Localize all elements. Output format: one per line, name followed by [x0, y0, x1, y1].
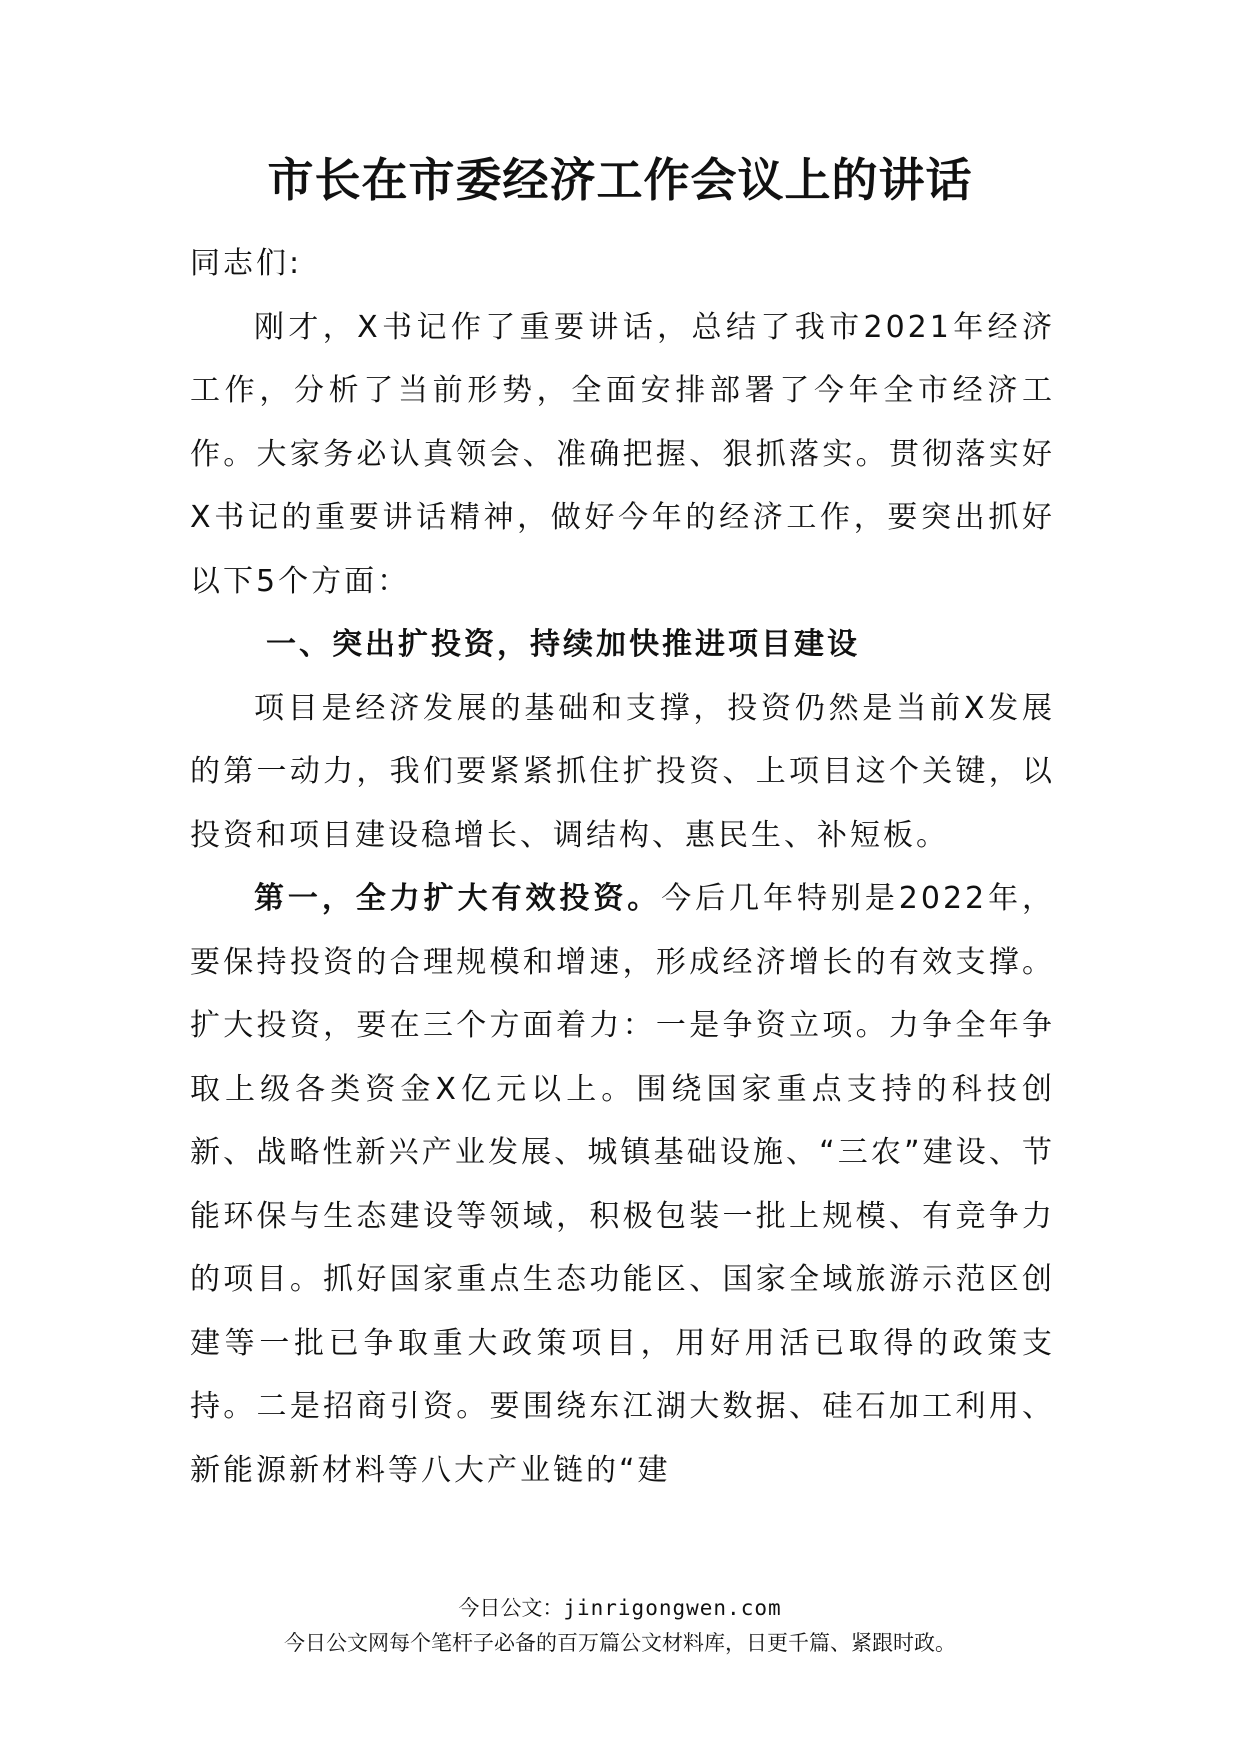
footer-slogan: 今日公文网每个笔杆子必备的百万篇公文材料库，日更千篇、紧跟时政。 [284, 1631, 956, 1655]
footer-site [0, 1593, 1240, 1623]
section-heading-1: 一、突出扩投资，持续加快推进项目建设 [266, 627, 860, 662]
paragraph-1: 刚才，X书记作了重要讲话，总结了我市2021年经济工作，分析了当前形势，全面安排部署了今年全市经济工作。大家务必认真领会、准确把握、狠抓落实。贯彻落实好X书记的重要讲话精神，做好今年的经济工作，要突出抓好以下5个方面： [190, 309, 1055, 599]
document-body [190, 232, 1055, 1502]
footer-site-label: 今日公文： [458, 1596, 564, 1620]
document-title: 市长在市委经济工作会议上的讲话 [267, 153, 973, 207]
salutation: 同志们: [190, 246, 303, 281]
paragraph-3 [190, 867, 1055, 1502]
paragraph-3-body: 今后几年特别是2022年，要保持投资的合理规模和增速，形成经济增长的有效支撑。扩大投资，要在三个方面着力：一是争资立项。力争全年争取上级各类资金X亿元以上。围绕国家重点支持的科技创新、战略性新兴产业发展、城镇基础设施、“三农”建设、节能环保与生态建设等领域，积极包装一批上规模、有竞争力的项目。抓好国家重点生态功能区、国家全域旅游示范区创建等一批已争取重大政策项目，用好用活已取得的政策支持。二是招商引资。要围绕东江湖大数据、硅石加工利用、新能源新材料等八大产业链的“建 [190, 881, 1055, 1488]
paragraph-2: 项目是经济发展的基础和支撑，投资仍然是当前X发展的第一动力，我们要紧紧抓住扩投资、上项目这个关键，以投资和项目建设稳增长、调结构、惠民生、补短板。 [190, 690, 1055, 853]
paragraph-3-lead: 第一，全力扩大有效投资。 [254, 881, 662, 916]
footer-site-url[interactable]: jinrigongwen.com [563, 1596, 782, 1620]
